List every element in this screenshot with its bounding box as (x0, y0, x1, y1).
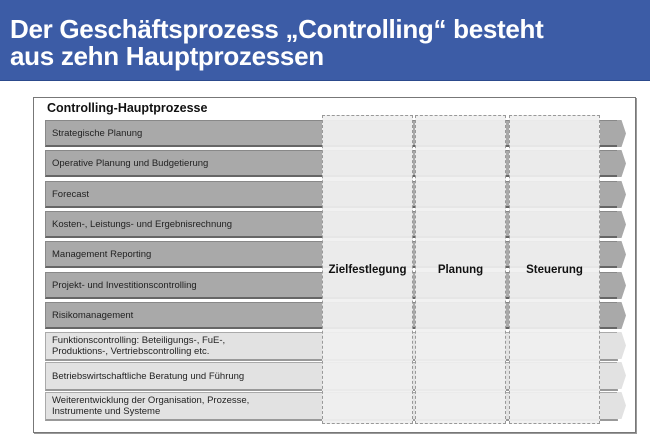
process-label: Forecast (52, 188, 89, 200)
title-line-2: aus zehn Hauptprozessen (10, 41, 324, 71)
process-label: Operative Planung und Budgetierung (52, 157, 209, 169)
process-label: Strategische Planung (52, 127, 143, 139)
phase-zielfestlegung (322, 115, 413, 424)
process-label: Weiterentwicklung der Organisation, Prozesse, Instrumente und Systeme (52, 395, 250, 417)
title-banner (0, 0, 650, 81)
diagram-title: Controlling-Hauptprozesse (47, 101, 208, 115)
process-label: Kosten-, Leistungs- und Ergebnisrechnung (52, 218, 233, 230)
process-label: Risikomanagement (52, 309, 134, 321)
phase-planung (415, 115, 506, 424)
process-label: Management Reporting (52, 248, 152, 260)
process-label: Funktionscontrolling: Beteiligungs-, FuE-, Produktions-, Vertriebscontrolling etc. (52, 335, 226, 357)
phase-label: Zielfestlegung (328, 263, 407, 276)
phase-label: Planung (437, 263, 484, 276)
phase-steuerung (509, 115, 600, 424)
process-label: Projekt- und Investitionscontrolling (52, 279, 197, 291)
phase-label: Steuerung (526, 263, 583, 276)
slide-title (10, 16, 544, 70)
title-line-1: Der Geschäftsprozess „Controlling“ besteht (10, 14, 544, 44)
process-label: Betriebswirtschaftliche Beratung und Führung (52, 370, 245, 382)
